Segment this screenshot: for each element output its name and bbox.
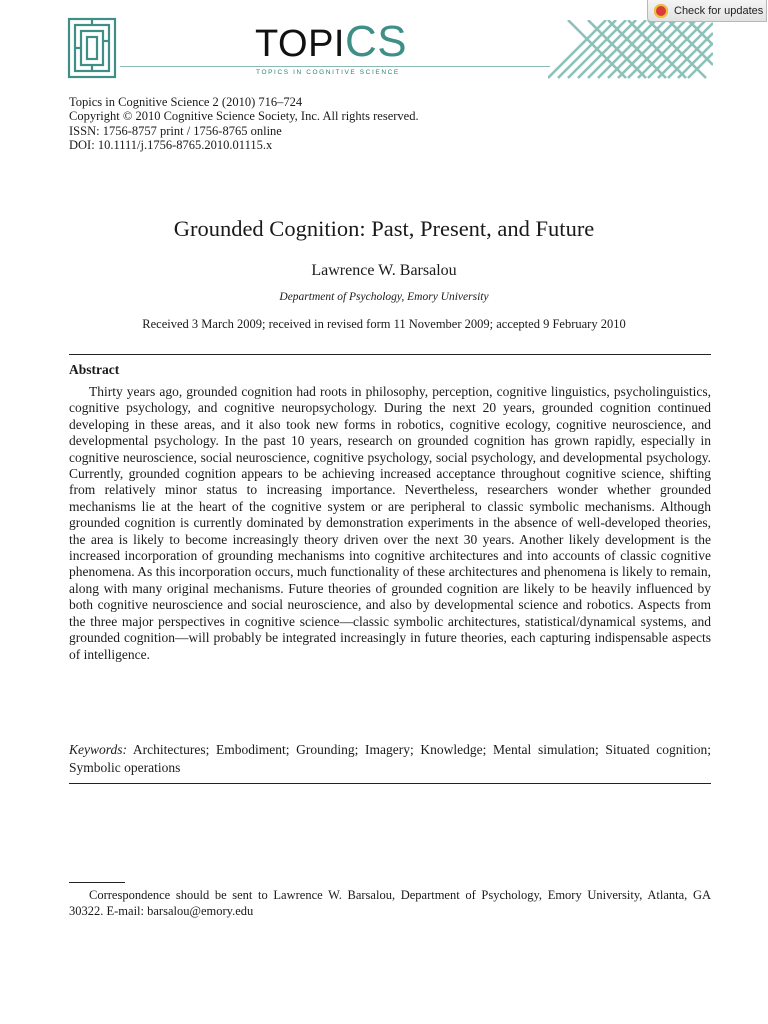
abstract-bottom-rule bbox=[69, 783, 711, 784]
check-for-updates-label: Check for updates bbox=[674, 4, 764, 17]
abstract-top-rule bbox=[69, 354, 711, 355]
article-author: Lawrence W. Barsalou bbox=[311, 262, 457, 279]
maze-logo-icon bbox=[67, 17, 117, 79]
journal-logo-subtitle: TOPICS IN COGNITIVE SCIENCE bbox=[256, 69, 400, 76]
copyright-line: Copyright © 2010 Cognitive Science Society, Inc. All rights reserved. bbox=[69, 109, 419, 124]
journal-citation: Topics in Cognitive Science 2 (2010) 716–724 bbox=[69, 95, 303, 109]
article-title: Grounded Cognition: Past, Present, and Future bbox=[173, 216, 595, 241]
abstract-body: Thirty years ago, grounded cognition had roots in philosophy, perception, cognitive linguistics, psycholinguistics, cognitive psychology, and cognitive neuropsychology. During the next 20 years, grounded cognition continued developing in these areas, and it also took new forms in robotics, cognitive ecology, cognitive neuroscience, and developmental psychology. In the past 10 years, research on grounded cognition has grown rapidly, especially in cognitive neuroscience, social neuroscience, cognitive psychology, social psychology, and developmental psychology. Currently, grounded cognition appears to be achieving increased acceptance throughout cognitive science, shifting from relatively minor status to increasing importance. Nevertheless, researchers wonder whether grounded mechanisms lie at the heart of the cognitive system or are peripheral to classic symbolic mechanisms. Although grounded cognition is currently dominated by demonstration experiments in the absence of well-developed theories, the area is likely to become increasingly theory driven over the next 30 years. Another likely development is the increased incorporation of grounding mechanisms into cognitive architectures and into accounts of classic cognitive phenomena. As this incorporation occurs, much functionality of these architectures and phenomena is likely to remain, along with many original mechanisms. Future theories of grounded cognition are likely to be heavily influenced by both cognitive neuroscience and social neuroscience, and also by developmental science and robotics. Aspects from the three major perspectives in cognitive science—classic symbolic architectures, statistical/dynamical systems, and grounded cognition—will probably be integrated increasingly in future theories, each capturing indispensable aspects of intelligence. bbox=[69, 384, 711, 662]
header-rule bbox=[120, 66, 550, 67]
logo-text-cs: CS bbox=[345, 17, 408, 66]
keywords-block bbox=[69, 741, 711, 776]
footnote-rule bbox=[69, 882, 125, 883]
journal-logo bbox=[255, 17, 408, 66]
abstract-heading: Abstract bbox=[69, 362, 120, 377]
author-affiliation: Department of Psychology, Emory University bbox=[279, 291, 489, 303]
received-dates: Received 3 March 2009; received in revised form 11 November 2009; accepted 9 February 2010 bbox=[142, 317, 626, 331]
maze-pattern-icon bbox=[548, 20, 713, 80]
logo-text-topi: TOPI bbox=[255, 23, 345, 65]
keywords-label: Keywords: bbox=[69, 742, 127, 757]
citation-block bbox=[69, 95, 419, 152]
keywords-text: Architectures; Embodiment; Grounding; Imagery; Knowledge; Mental simulation; Situated cognition; Symbolic operations bbox=[69, 742, 711, 775]
check-for-updates-button[interactable] bbox=[647, 0, 767, 22]
issn-line: ISSN: 1756-8757 print / 1756-8765 online bbox=[69, 123, 282, 138]
correspondence-footnote: Correspondence should be sent to Lawrence W. Barsalou, Department of Psychology, Emory University, Atlanta, GA 30322. E-mail: barsalou@emory.edu bbox=[69, 888, 711, 918]
crossmark-icon bbox=[654, 4, 668, 18]
doi-line[interactable]: DOI: 10.1111/j.1756-8765.2010.01115.x bbox=[69, 137, 273, 152]
